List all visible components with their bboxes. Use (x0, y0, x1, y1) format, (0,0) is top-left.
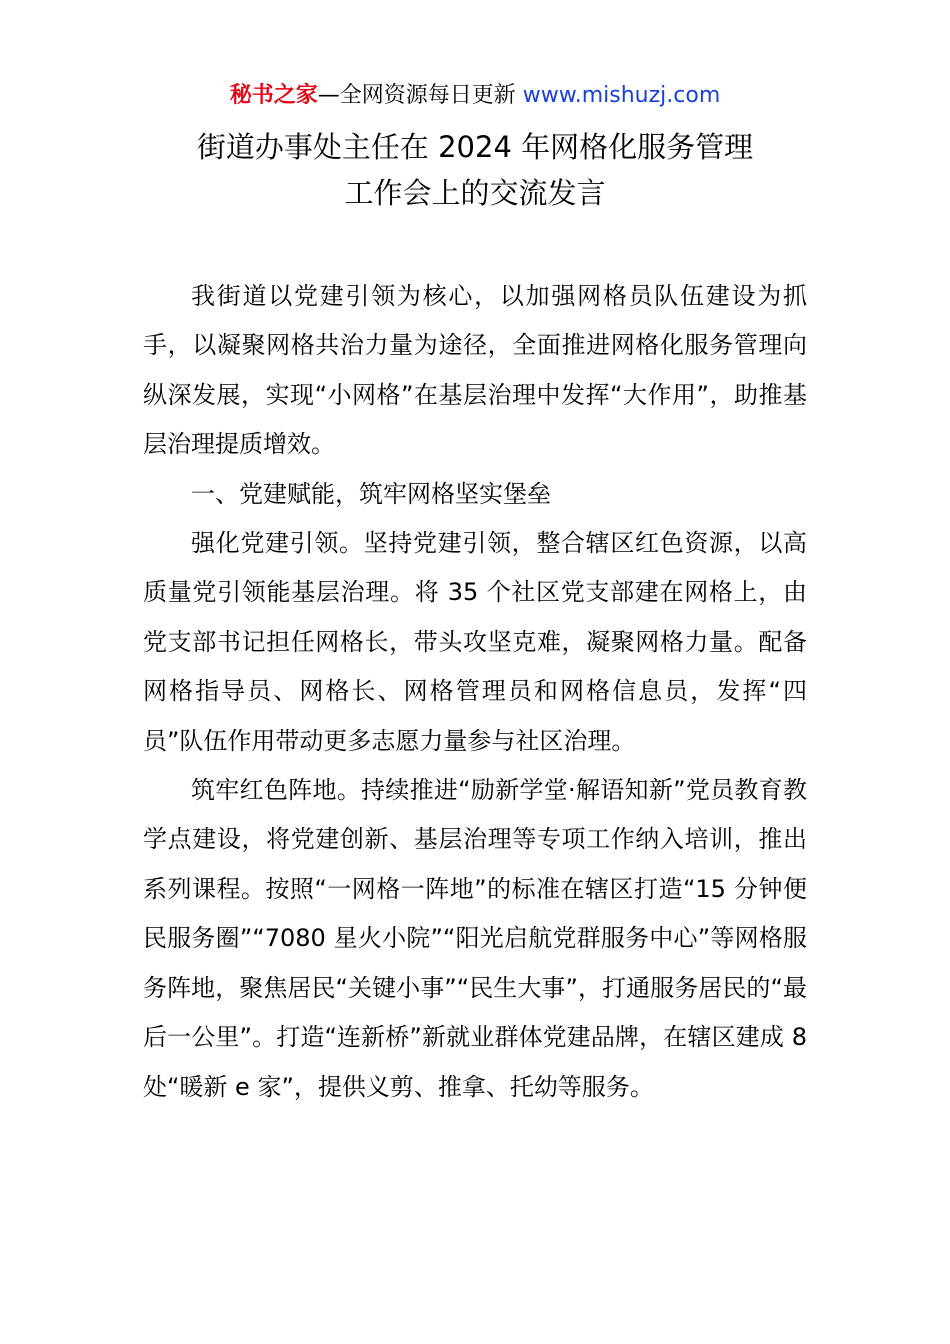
site-brand: 秘书之家 (229, 83, 318, 108)
intro-paragraph: 我街道以党建引领为核心，以加强网格员队伍建设为抓手，以凝聚网格共治力量为途径，全面推进网格化服务管理向纵深发展，实现“小网格”在基层治理中发挥“大作用”，助推基层治理提质增效。 (143, 282, 807, 459)
site-url-link[interactable]: www.mishuzj.com (522, 83, 721, 108)
document-body (143, 272, 807, 1112)
site-tagline: —全网资源每日更新 (317, 83, 516, 108)
section-heading-1: 一、党建赋能，筑牢网格坚实堡垒 (191, 479, 551, 508)
body-paragraph-party-leadership: 强化党建引领。坚持党建引领，整合辖区红色资源，以高质量党引领能基层治理。将 35 个社区党支部建在网格上，由党支部书记担任网格长，带头攻坚克难，凝聚网格力量。配备网格指导员、网格长、网格管理员和网格信息员，发挥“四员”队伍作用带动更多志愿力量参与社区治理。 (143, 529, 807, 755)
site-header (0, 80, 950, 112)
title-line-2: 工作会上的交流发言 (344, 176, 606, 210)
document-title (0, 124, 950, 216)
body-paragraph-red-positions: 筑牢红色阵地。持续推进“励新学堂·解语知新”党员教育教学点建设，将党建创新、基层治理等专项工作纳入培训，推出系列课程。按照“一网格一阵地”的标准在辖区打造“15 分钟便民服务圈”“7080 星火小院”“阳光启航党群服务中心”等网格服务阵地，聚焦居民“关键小事”“民生大事”，打通服务居民的“最后一公里”。打造“连新桥”新就业群体党建品牌，在辖区建成 8 处“暖新 e 家”，提供义剪、推拿、托幼等服务。 (143, 776, 807, 1101)
title-line-1: 街道办事处主任在 2024 年网格化服务管理 (196, 130, 754, 164)
